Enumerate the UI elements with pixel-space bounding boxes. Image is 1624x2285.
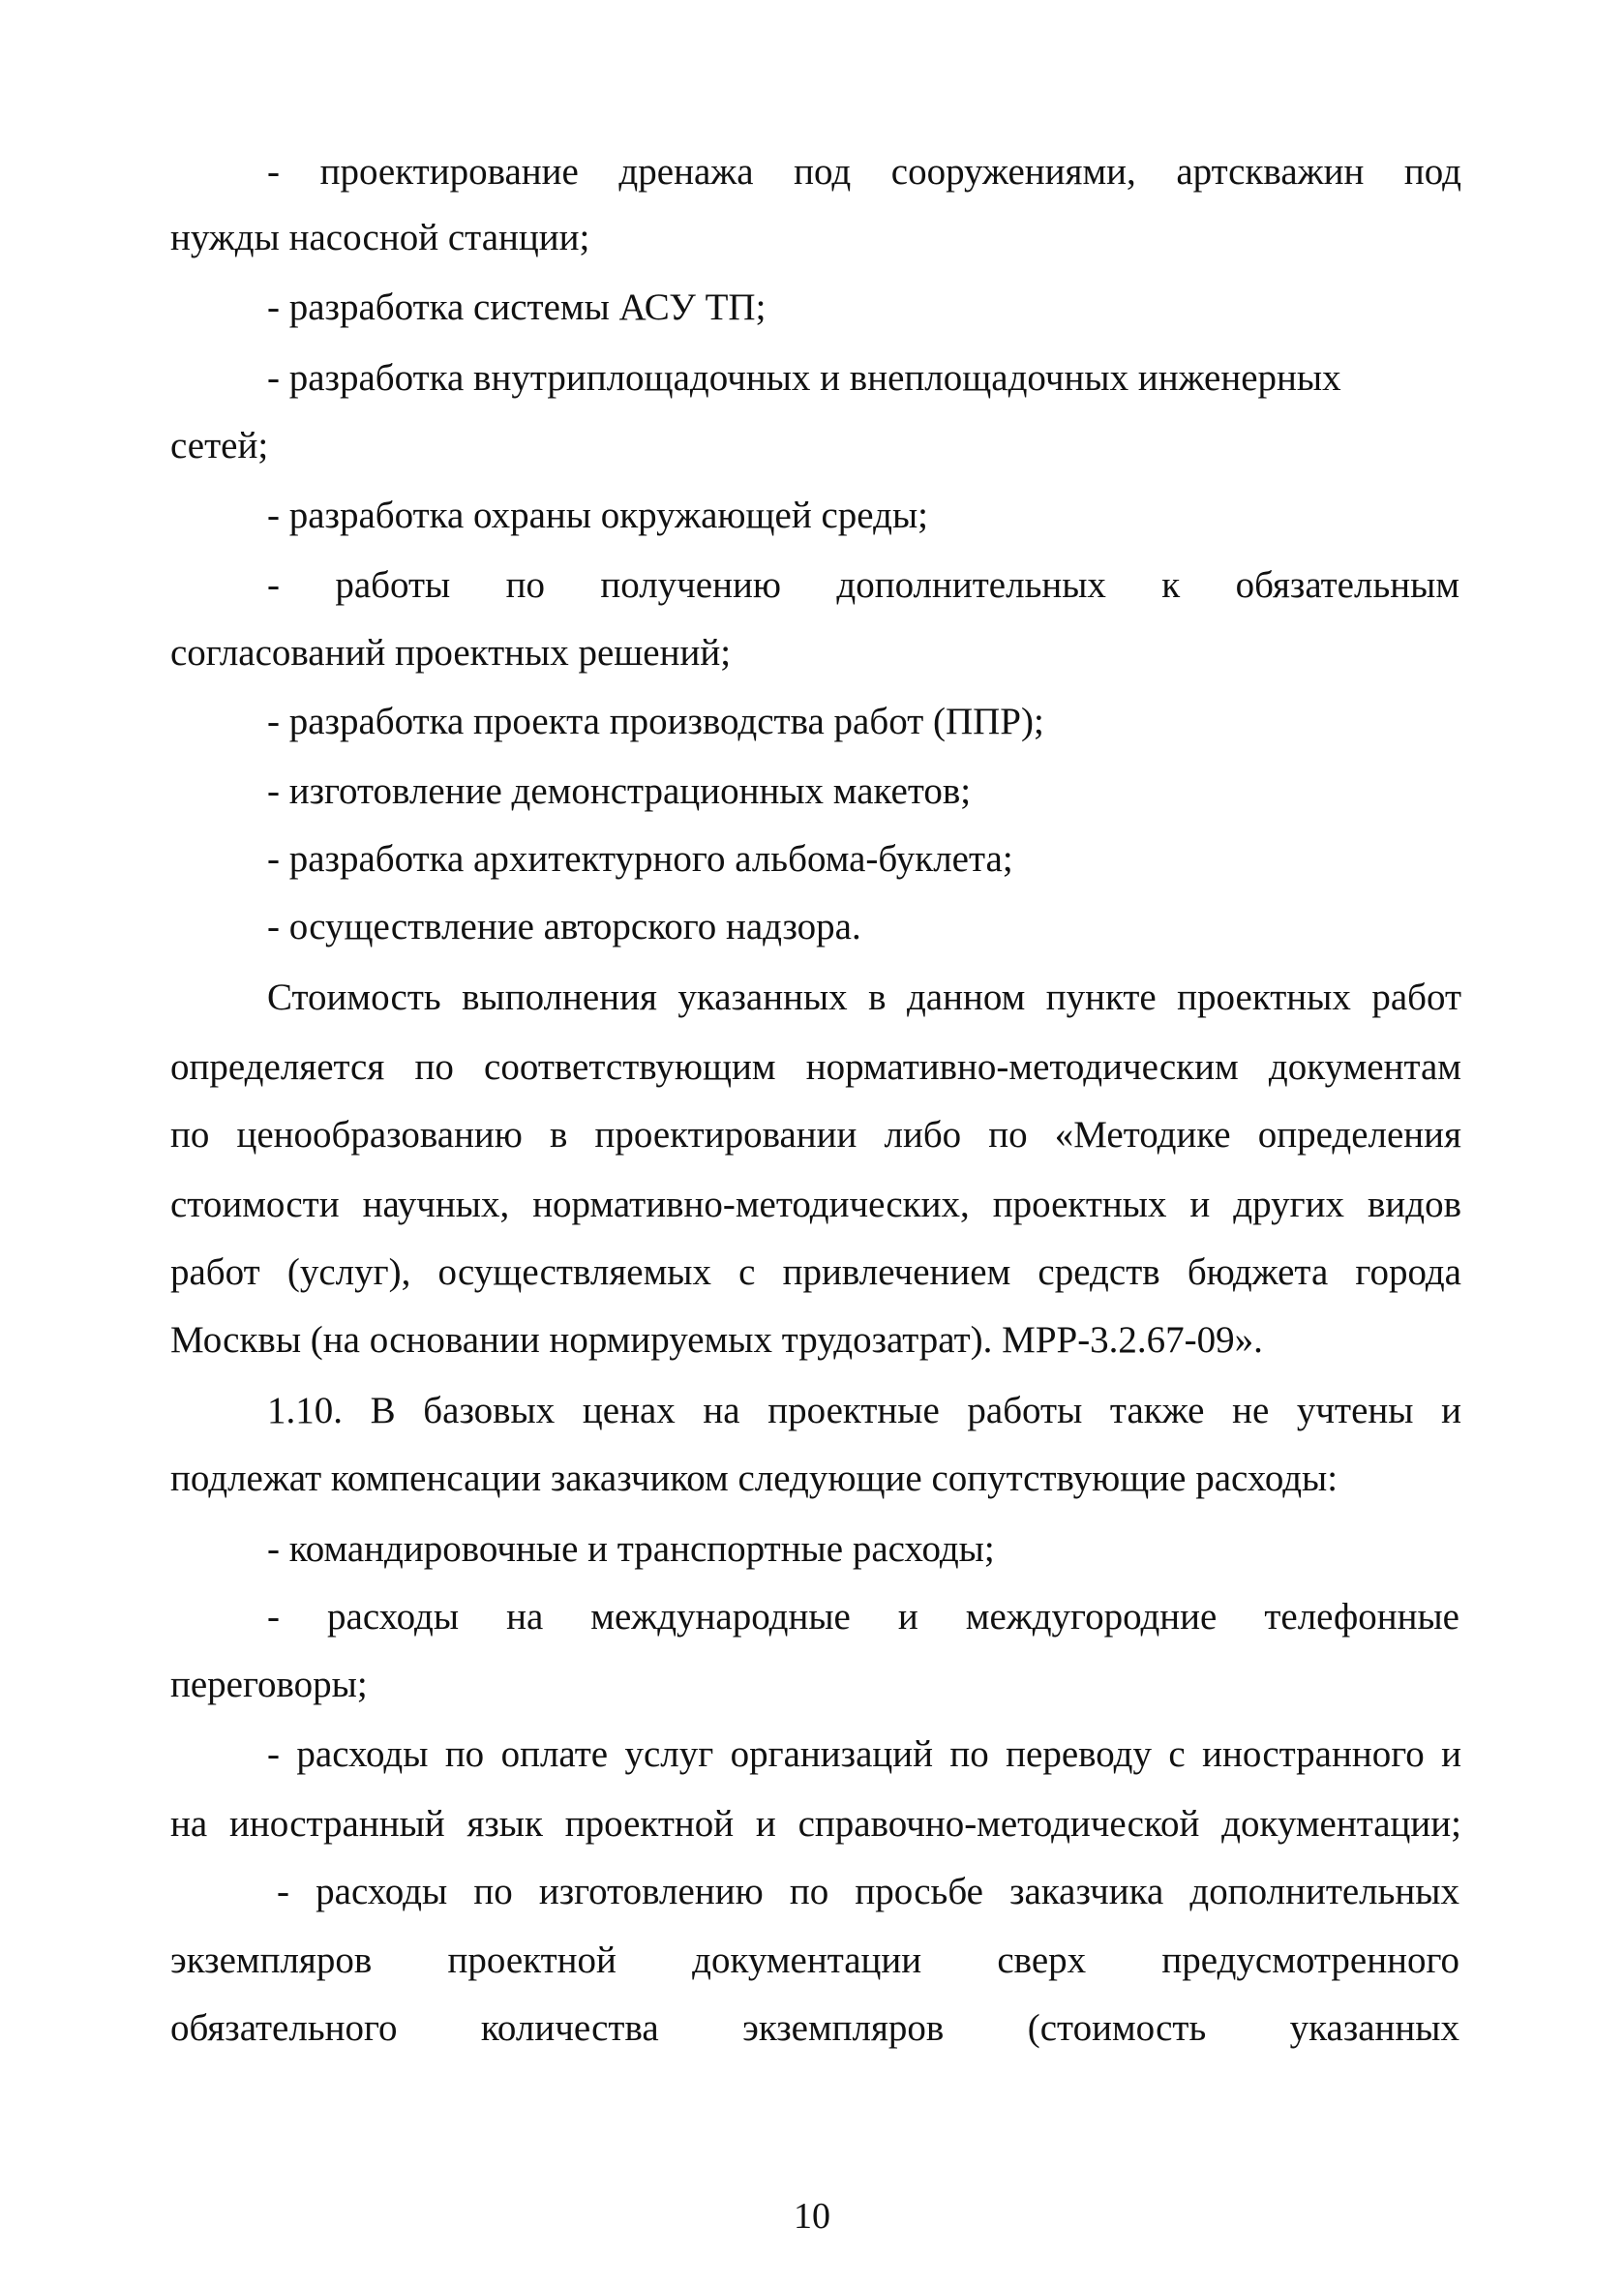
text-line: Стоимость выполнения указанных в данном пункте проектных работ <box>267 977 1461 1018</box>
text-line: - разработка охраны окружающей среды; <box>267 495 928 536</box>
text-line: нужды насосной станции; <box>170 217 590 258</box>
text-line: - работы по получению дополнительных к обязательным <box>267 564 1459 606</box>
text-line: - разработка внутриплощадочных и внеплощадочных инженерных <box>267 357 1341 399</box>
text-line: переговоры; <box>170 1664 368 1705</box>
text-line: подлежат компенсации заказчиком следующие сопутствующие расходы: <box>170 1458 1338 1499</box>
text-line: - разработка архитектурного альбома-буклета; <box>267 838 1013 880</box>
text-line: - проектирование дренажа под сооружениями, артскважин под <box>267 151 1461 193</box>
text-line: по ценообразованию в проектировании либо по «Методике определения <box>170 1114 1461 1156</box>
text-line: согласований проектных решений; <box>170 632 732 674</box>
text-line: обязательного количества экземпляров (стоимость указанных <box>170 2007 1459 2049</box>
page-number: 10 <box>794 2196 830 2237</box>
text-line: 1.10. В базовых ценах на проектные работы также не учтены и <box>267 1390 1461 1431</box>
text-line: - осуществление авторского надзора. <box>267 906 861 947</box>
text-line: - изготовление демонстрационных макетов; <box>267 770 972 812</box>
text-line: - расходы на международные и междугородние телефонные <box>267 1596 1459 1638</box>
text-line: работ (услуг), осуществляемых с привлечением средств бюджета города <box>170 1251 1461 1293</box>
text-line: - расходы по оплате услуг организаций по переводу с иностранного и <box>267 1733 1461 1775</box>
text-line: на иностранный язык проектной и справочно-методической документации; <box>170 1803 1461 1845</box>
text-line: Москвы (на основании нормируемых трудозатрат). МРР-3.2.67-09». <box>170 1319 1263 1361</box>
text-line: определяется по соответствующим нормативно-методическим документам <box>170 1046 1461 1088</box>
text-line: сетей; <box>170 425 269 466</box>
text-line: - командировочные и транспортные расходы; <box>267 1528 995 1570</box>
text-line: экземпляров проектной документации сверх предусмотренного <box>170 1939 1459 1981</box>
text-line: - расходы по изготовлению по просьбе заказчика дополнительных <box>277 1871 1459 1912</box>
text-line: стоимости научных, нормативно-методических, проектных и других видов <box>170 1184 1461 1225</box>
text-line: - разработка системы АСУ ТП; <box>267 286 767 328</box>
text-line: - разработка проекта производства работ (ППР); <box>267 701 1044 742</box>
